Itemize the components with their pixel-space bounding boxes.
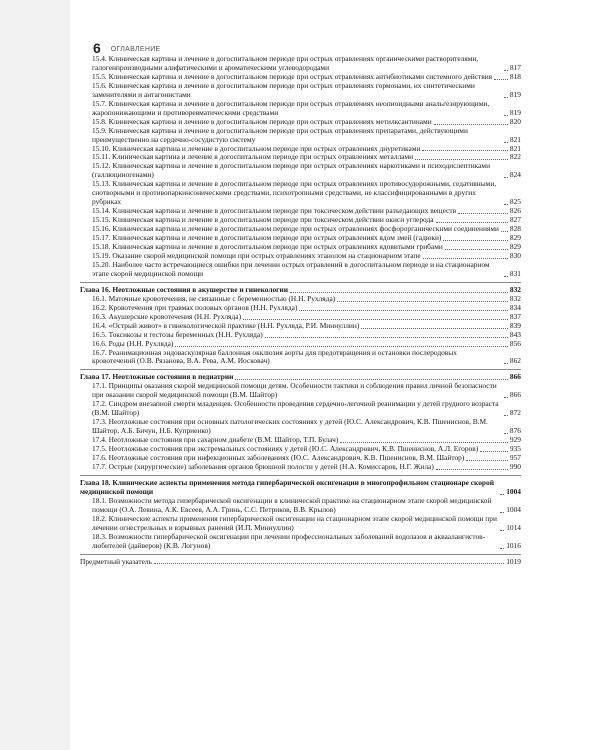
- toc-entry-title: 15.8. Клиническая картина и лечение в догоспитальном периоде при острых отравлениях метилксантинами: [92, 116, 432, 126]
- toc-entry[interactable]: [80, 55, 521, 73]
- dot-leader: [290, 292, 508, 293]
- toc-entry-page: 818: [509, 71, 521, 81]
- toc-entry-page: 1004: [506, 504, 521, 514]
- toc-entry-title: 17.2. Синдром внезапной смерти младенцев. Особенности проведения сердечно-легочной реанимации у детей грудного возраста (В.М. Шайтор): [92, 399, 499, 418]
- toc-entry-page: 829: [509, 242, 521, 252]
- toc-entry-title: 16.7. Реанимационная эндоваскулярная баллонная окклюзия аорты для предотвращения и остановки послеродовых кровотечений (О.В. Рязанова, В.А. Рева, А.М. Иосковач): [92, 347, 457, 366]
- toc-entry-page: 826: [509, 206, 521, 216]
- toc-entry-title: 15.15. Клиническая картина и лечение в догоспитальном периоде при токсическом действии окиси углерода: [92, 215, 434, 225]
- dot-leader: [504, 433, 508, 434]
- section-divider: [80, 475, 521, 476]
- dot-leader: [504, 70, 508, 71]
- toc-entry[interactable]: [80, 162, 521, 180]
- toc-entry-title: 16.3. Акушерские кровотечения (Н.Н. Рухляда): [92, 311, 242, 321]
- toc-entry-title: 15.18. Клиническая картина и лечение в догоспитальном периоде при острых отравлениях ядовитыми грибами: [92, 242, 443, 252]
- toc-entry[interactable]: [80, 82, 521, 100]
- toc-entry-title: 15.5. Клиническая картина и лечение в догоспитальном периоде при острых отравлениях антибиотиками системного действия: [92, 71, 493, 81]
- dot-leader: [500, 530, 504, 531]
- section-divider: [80, 554, 521, 555]
- dot-leader: [494, 79, 508, 80]
- toc-entry-page: 825: [509, 197, 521, 207]
- dot-leader: [504, 115, 508, 116]
- toc-entry-title: 15.7. Клиническая картина и лечение в догоспитальном периоде при острых отравлениях неопиоидными анальгезирующими, жаропонижающими и противоревматическими средствами: [92, 98, 490, 117]
- dot-leader: [175, 346, 508, 347]
- dot-leader: [443, 240, 508, 241]
- toc-entry-title: 15.4. Клиническая картина и лечение в догоспитальном периоде при острых отравлениях органическими растворителями, галогенпроизводными алифатическими и ароматическими углеводородами: [92, 54, 479, 72]
- toc-entry-page: 820: [509, 116, 521, 126]
- toc-entry-page: 866: [509, 390, 521, 400]
- toc-entry-page: 829: [509, 233, 521, 243]
- toc-entry[interactable]: [80, 127, 521, 145]
- toc-entry-page: 872: [509, 408, 521, 418]
- dot-leader: [480, 451, 508, 452]
- dot-leader: [235, 379, 507, 380]
- toc-entry-page: 832: [509, 293, 521, 303]
- toc-entry[interactable]: [80, 497, 521, 515]
- toc-entry-page: 862: [509, 356, 521, 366]
- toc-entry-title: Глава 17. Неотложные состояния в педиатрии: [80, 372, 234, 382]
- dot-leader: [504, 97, 508, 98]
- toc-entry-page: 929: [509, 435, 521, 445]
- toc-entry-page: 830: [509, 250, 521, 260]
- table-of-contents: [80, 55, 521, 566]
- dot-leader: [504, 276, 508, 277]
- page-margin-band: [0, 0, 70, 750]
- dot-leader: [361, 328, 508, 329]
- dot-leader: [337, 301, 508, 302]
- toc-entry-title: 17.4. Неотложные состояния при сахарном диабете (В.М. Шайтор, Т.П. Булач): [92, 435, 339, 445]
- dot-leader: [500, 548, 504, 549]
- toc-entry-page: 1014: [506, 522, 521, 532]
- toc-entry-page: 831: [509, 268, 521, 278]
- toc-entry[interactable]: [80, 180, 521, 207]
- toc-entry-page: 834: [509, 302, 521, 312]
- toc-index-entry[interactable]: [80, 558, 521, 567]
- toc-entry-page: 856: [509, 338, 521, 348]
- dot-leader: [436, 222, 508, 223]
- toc-entry-title: 16.5. Токсикозы и гестозы беременных (Н.Н. Рухляда): [92, 329, 263, 339]
- toc-entry[interactable]: [80, 463, 521, 472]
- toc-entry-title: 16.6. Роды (Н.Н. Рухляда): [92, 338, 174, 348]
- dot-leader: [504, 415, 508, 416]
- toc-entry-page: 843: [509, 329, 521, 339]
- toc-entry-title: 15.20. Наиболее часто встречающиеся ошибки при лечении острых отравлений в догоспитальном периоде и на стационарном этапе скорой медицинской помощи: [92, 259, 490, 278]
- dot-leader: [243, 319, 508, 320]
- dot-leader: [458, 213, 508, 214]
- toc-entry-title: 17.1. Принципы оказания скорой медицинской помощи детям. Особенности тактики и соблюдения правил личной безопасности при оказании скорой медицинской помощи (В.М. Шайтор): [92, 381, 497, 400]
- dot-leader: [340, 442, 508, 443]
- toc-entry-page: 1004: [506, 486, 521, 496]
- toc-entry-page: 957: [509, 452, 521, 462]
- toc-entry-page: 837: [509, 311, 521, 321]
- toc-entry-title: 15.17. Клиническая картина и лечение в догоспитальном периоде при острых отравлениях ядом змей (гадюки): [92, 233, 442, 243]
- toc-entry-page: 819: [509, 107, 521, 117]
- dot-leader: [265, 337, 508, 338]
- toc-entry-page: 821: [509, 134, 521, 144]
- toc-entry[interactable]: [80, 515, 521, 533]
- dot-leader: [299, 310, 507, 311]
- toc-entry-page: 824: [509, 170, 521, 180]
- toc-entry-title: 18.1. Возможности метода гипербарической оксигенации в клинической практике на стационарном этапе скорой медицинской помощи (О.А. Левина, А.К. Евсеев, А.А. Гринь, С.С. Петриков, В.В. Крылов): [92, 495, 492, 514]
- toc-entry-title: Предметный указатель: [80, 556, 152, 566]
- toc-entry-title: 17.6. Неотложные состояния при инфекционных заболеваниях (Ю.С. Александрович, К.В. Пшениснов, В.М. Шайтор): [92, 452, 465, 462]
- dot-leader: [500, 512, 504, 513]
- toc-entry[interactable]: [80, 382, 521, 400]
- dot-leader: [422, 150, 507, 151]
- toc-entry-title: 15.12. Клиническая картина и лечение в догоспитальном периоде при острых отравлениях наркотиками и психодислептиками (галлюциногенами): [92, 161, 491, 180]
- toc-entry[interactable]: [80, 349, 521, 367]
- toc-entry-page: 990: [509, 461, 521, 471]
- toc-entry-title: 16.2. Кровотечения при травмах половых органов (Н.Н. Рухляда): [92, 302, 298, 312]
- dot-leader: [423, 258, 508, 259]
- dot-leader: [504, 397, 508, 398]
- toc-entry-title: 15.16. Клиническая картина и лечение в догоспитальном периоде при острых отравлениях фосфорорганическими соединениями: [92, 224, 499, 234]
- toc-entry-page: 821: [509, 143, 521, 153]
- dot-leader: [504, 204, 508, 205]
- dot-leader: [445, 249, 508, 250]
- toc-entry-title: 17.3. Неотложные состояния при основных патологических состояниях у детей (Ю.С. Александрович, К.В. Пшениснов, В.М. Шайтор, А.Б. Бичун, Н.Б. Куприенко): [92, 417, 488, 436]
- toc-entry-page: 1019: [506, 556, 521, 566]
- toc-entry-page: 827: [509, 215, 521, 225]
- toc-entry-page: 832: [509, 284, 521, 294]
- toc-entry-title: 15.14. Клиническая картина и лечение в догоспитальном периоде при токсическом действии разъедающих веществ: [92, 206, 457, 216]
- toc-entry-page: 866: [509, 372, 521, 382]
- toc-entry-title: 16.4. «Острый живот» в гинекологической практике (Н.Н. Рухляда, Р.И. Миннуллин): [92, 320, 360, 330]
- dot-leader: [466, 460, 508, 461]
- toc-entry[interactable]: [80, 261, 521, 279]
- toc-entry[interactable]: [80, 533, 521, 551]
- page-number: 6: [93, 40, 101, 56]
- toc-entry-page: 822: [509, 152, 521, 162]
- toc-entry-page: 828: [509, 224, 521, 234]
- toc-chapter[interactable]: [80, 479, 521, 497]
- dot-leader: [504, 363, 508, 364]
- dot-leader: [504, 177, 508, 178]
- toc-entry-page: 935: [509, 444, 521, 454]
- toc-entry-title: 15.9. Клиническая картина и лечение в догоспитальном периоде при острых отравлениях препаратами, действующими преимущественно на сердечно-сосудистую систему: [92, 125, 468, 144]
- toc-entry-title: Глава 18. Клинические аспекты применения метода гипербарической оксигенации в многопрофильном стационаре скорой медицинской помощи: [80, 477, 494, 496]
- dot-leader: [154, 563, 504, 564]
- toc-entry-title: 18.3. Возможности гипербарической оксигенации при лечении профессиональных заболеваний водолазов и акваалангистов-любителей (дайверов) (К.В. Логунов): [92, 531, 486, 550]
- toc-entry-title: 17.7. Острые (хирургические) заболевания органов брюшной полости у детей (Н.А. Комиссаров, Н.Г. Жила): [92, 461, 434, 471]
- toc-entry-title: 15.10. Клиническая картина и лечение в догоспитальном периоде при острых отравлениях диуретиками: [92, 143, 421, 153]
- dot-leader: [436, 469, 508, 470]
- toc-entry-page: 819: [509, 89, 521, 99]
- toc-entry-title: 15.13. Клиническая картина и лечение в догоспитальном периоде при острых отравлениях противосудорожными, седативными, снотворными и противопаркинсоническими средствами, психотропными средствами, не классифицированными в других рубриках: [92, 179, 497, 207]
- toc-entry-title: 18.2. Клинические аспекты применения гипербарической оксигенации на стационарном этапе скорой медицинской помощи при лечении огнестрельных и взрывных ранений (И.П. Миннуллин): [92, 513, 497, 532]
- toc-entry-title: 15.6. Клиническая картина и лечение в догоспитальном периоде при острых отравлениях гормонами, их синтетическими заменителями и антагонистами: [92, 80, 475, 99]
- toc-entry[interactable]: [80, 418, 521, 436]
- running-title: ОГЛАВЛЕНИЕ: [110, 46, 161, 53]
- dot-leader: [504, 142, 508, 143]
- section-divider: [80, 282, 521, 283]
- dot-leader: [434, 124, 508, 125]
- section-divider: [80, 369, 521, 370]
- toc-entry-page: 817: [509, 62, 521, 72]
- toc-entry[interactable]: [80, 100, 521, 118]
- toc-entry-page: 839: [509, 320, 521, 330]
- dot-leader: [500, 494, 504, 495]
- toc-entry-title: 15.11. Клиническая картина и лечение в догоспитальном периоде при острых отравлениях металлами: [92, 152, 414, 162]
- toc-entry-title: 17.5. Неотложные состояния при экстремальных состояниях у детей (Ю.С. Александрович, К.В. Пшениснов, А.Л. Егоров): [92, 444, 479, 454]
- toc-entry-page: 876: [509, 426, 521, 436]
- dot-leader: [415, 159, 508, 160]
- toc-entry-title: Глава 16. Неотложные состояния в акушерстве и гинекологии: [80, 284, 289, 294]
- toc-entry-title: 16.1. Маточные кровотечения, не связанные с беременностью (Н.Н. Рухляда): [92, 293, 336, 303]
- toc-entry[interactable]: [80, 400, 521, 418]
- toc-entry-page: 1016: [506, 540, 521, 550]
- dot-leader: [501, 231, 508, 232]
- toc-entry-title: 15.19. Оказание скорой медицинской помощи при острых отравлениях этанолом на стационарном этапе: [92, 250, 421, 260]
